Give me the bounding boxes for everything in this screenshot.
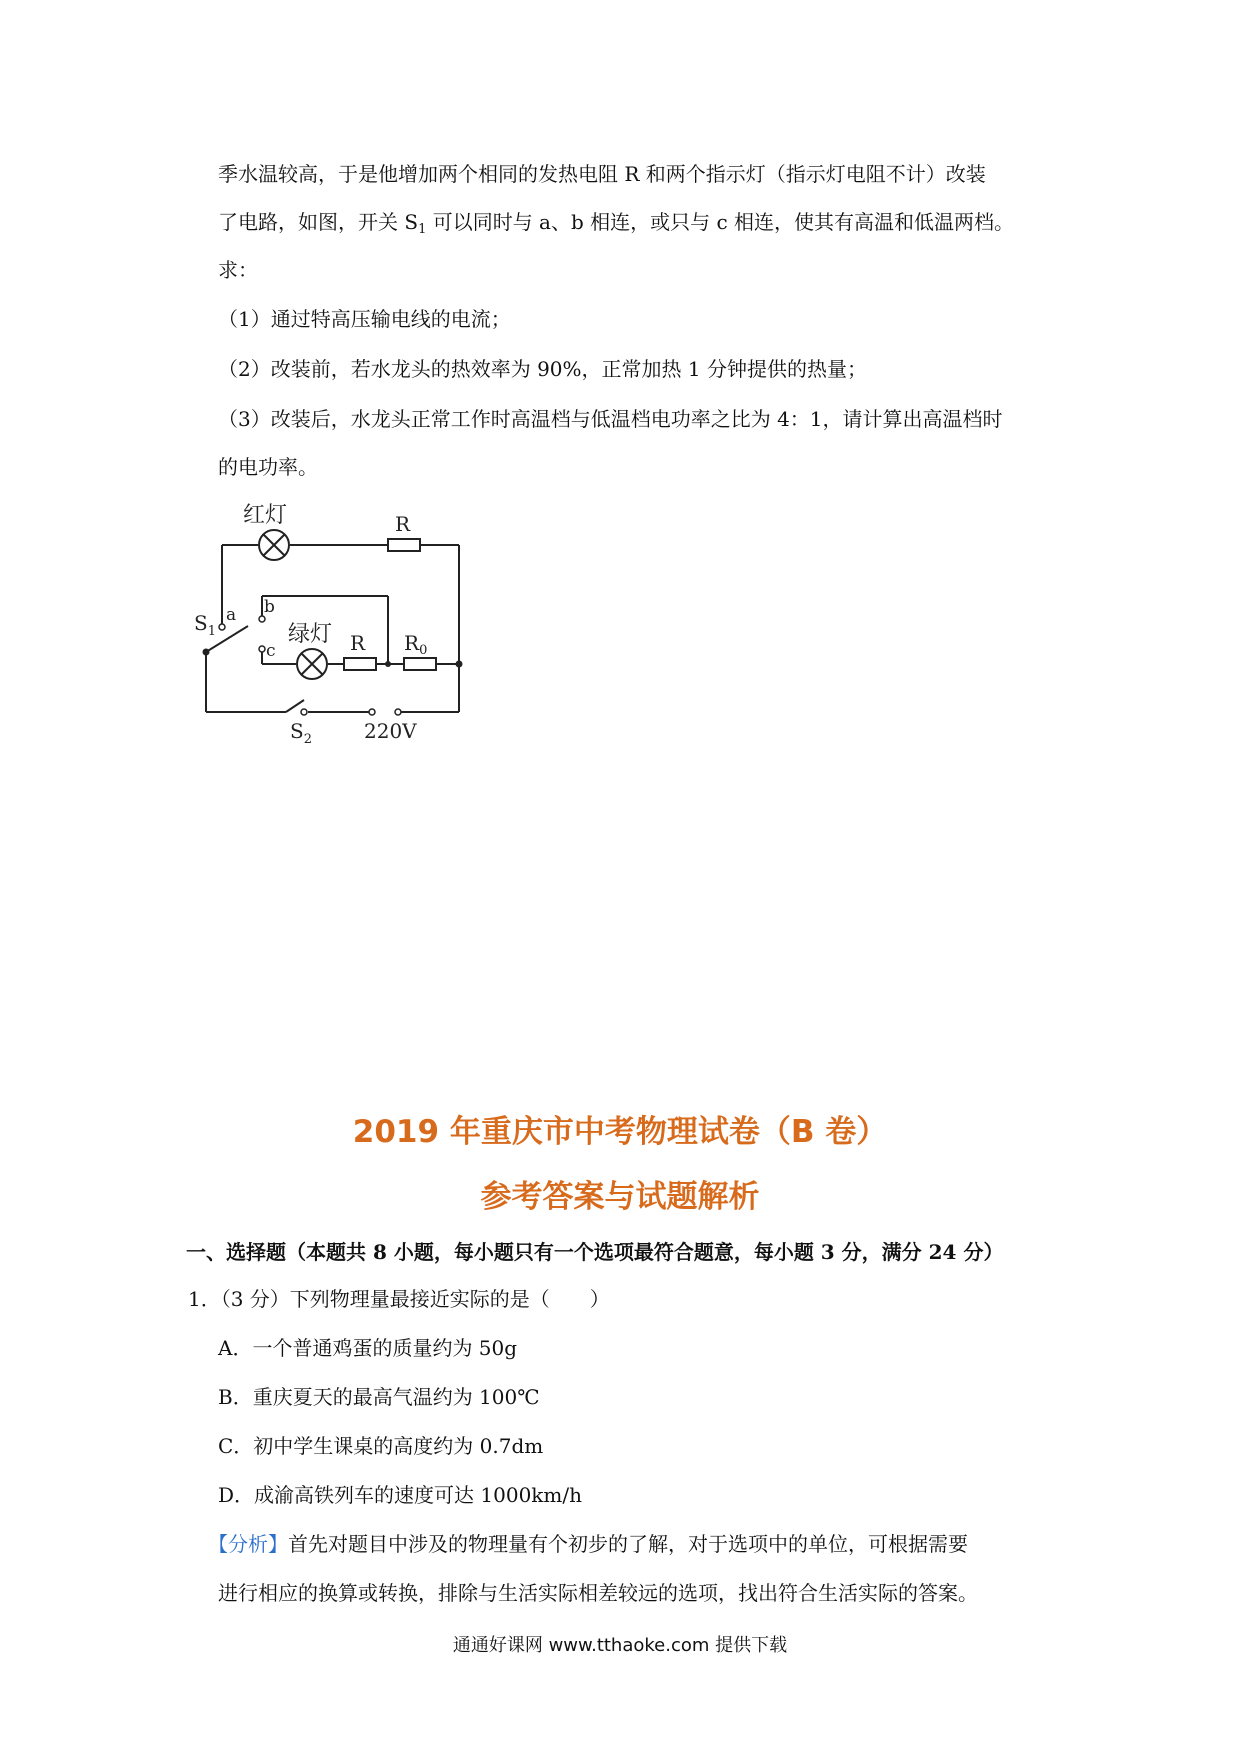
red-lamp-icon — [259, 530, 289, 560]
resistor-r0-main: R — [404, 631, 420, 655]
resistor-r-mid — [344, 658, 376, 670]
question-part-3: （3）改装后，水龙头正常工作时高温档与低温档电功率之比为 4：1，请计算出高温档时 — [218, 407, 1003, 431]
option-c: C．初中学生课桌的高度约为 0.7dm — [218, 1434, 544, 1458]
voltage-label: 220V — [364, 719, 417, 743]
junction-dot — [456, 661, 463, 668]
supply-terminal-right — [395, 709, 401, 715]
option-d: D．成渝高铁列车的速度可达 1000km/h — [218, 1483, 582, 1507]
terminal-b-label: b — [264, 597, 275, 617]
terminal-a-contact — [219, 624, 225, 630]
red-lamp-label: 红灯 — [243, 503, 288, 528]
option-a: A．一个普通鸡蛋的质量约为 50g — [218, 1336, 518, 1360]
problem-line-2-sub: 1 — [418, 222, 427, 237]
resistor-r0-sub: 0 — [419, 643, 428, 658]
analysis-line-2: 进行相应的换算或转换，排除与生活实际相差较远的选项，找出符合生活实际的答案。 — [218, 1581, 978, 1605]
switch-s1-sub: 1 — [207, 624, 216, 639]
resistor-r-top — [388, 539, 420, 551]
problem-line-2 — [218, 208, 1014, 244]
switch-s2-contact — [301, 709, 307, 715]
page-title: 2019 年重庆市中考物理试卷（B 卷） — [352, 1114, 888, 1150]
junction-dot — [385, 661, 391, 667]
resistor-r0-label — [404, 631, 427, 658]
problem-line-3: 求： — [218, 258, 258, 282]
resistor-r-top-label: R — [395, 512, 411, 536]
switch-s2-sub: 2 — [303, 732, 312, 747]
resistor-r-mid-label: R — [350, 631, 366, 655]
analysis-text-1: 首先对题目中涉及的物理量有个初步的了解，对于选项中的单位，可根据需要 — [288, 1532, 968, 1556]
switch-s1-label — [194, 611, 216, 639]
analysis-tag: 【分析】 — [208, 1532, 288, 1556]
circuit-diagram — [196, 496, 486, 756]
problem-line-2-pre: 了电路，如图，开关 S — [218, 210, 419, 234]
question-part-2: （2）改装前，若水龙头的热效率为 90%，正常加热 1 分钟提供的热量； — [218, 357, 867, 381]
terminal-c-label: c — [266, 641, 276, 661]
page-subtitle: 参考答案与试题解析 — [480, 1179, 760, 1215]
footer-text: 通通好课网 www.tthaoke.com 提供下载 — [452, 1635, 788, 1656]
option-b: B．重庆夏天的最高气温约为 100℃ — [218, 1385, 540, 1409]
resistor-r0 — [404, 658, 436, 670]
switch-s2-label — [290, 719, 312, 747]
problem-line-2-post: 可以同时与 a、b 相连，或只与 c 相连，使其有高温和低温两档。 — [426, 210, 1015, 234]
switch-s2-main: S — [290, 719, 304, 743]
green-lamp-icon — [297, 649, 327, 679]
section-heading: 一、选择题（本题共 8 小题，每小题只有一个选项最符合题意，每小题 3 分，满分 24 分） — [186, 1240, 1004, 1264]
terminal-a-label: a — [226, 605, 237, 625]
problem-line-1: 季水温较高，于是他增加两个相同的发热电阻 R 和两个指示灯（指示灯电阻不计）改装 — [218, 162, 986, 186]
question-part-1: （1）通过特高压输电线的电流； — [218, 307, 511, 331]
question-1-stem: 1．（3 分）下列物理量最接近实际的是（ ） — [188, 1287, 610, 1311]
terminal-c-contact — [259, 646, 265, 652]
analysis-line-1 — [208, 1530, 968, 1558]
junction-dot — [203, 649, 210, 656]
green-lamp-label: 绿灯 — [288, 622, 333, 647]
question-part-3-cont: 的电功率。 — [218, 455, 318, 479]
supply-terminal-left — [369, 709, 375, 715]
switch-s1-main: S — [194, 611, 208, 635]
